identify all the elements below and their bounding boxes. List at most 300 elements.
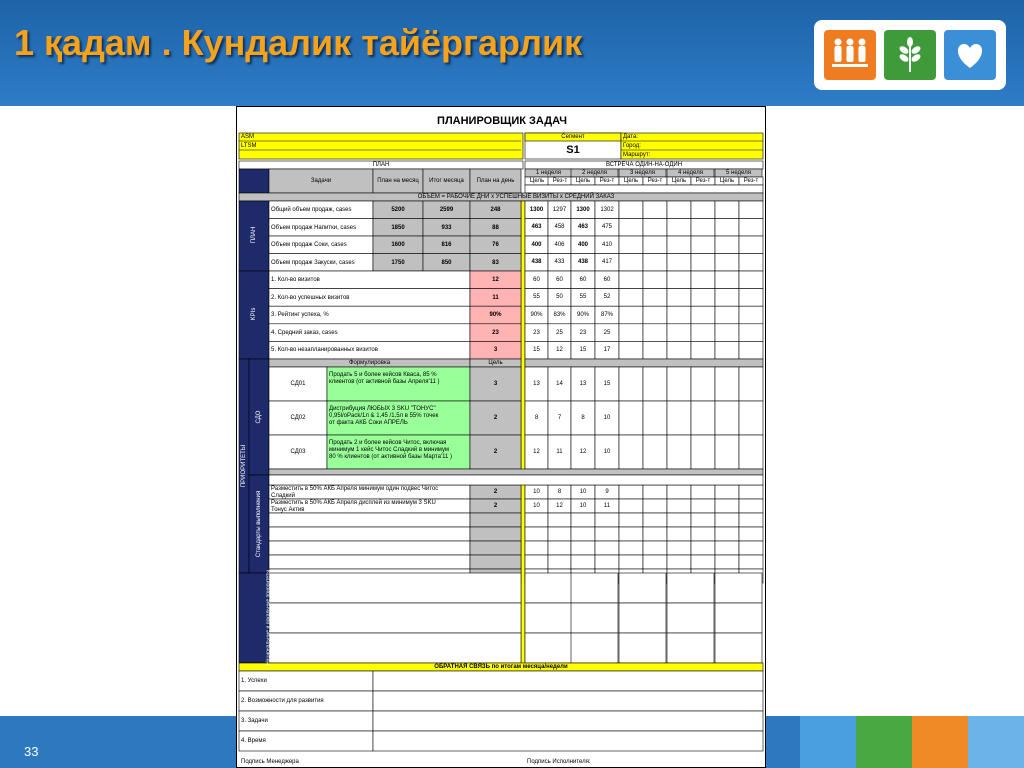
asm-block	[239, 133, 523, 159]
week-cell	[691, 219, 715, 237]
week-cell	[667, 541, 691, 555]
week-cell	[667, 341, 691, 359]
feedback-label: 4. Время	[241, 738, 266, 744]
executor-signature-label: Подпись Исполнителя:	[527, 759, 591, 765]
target-col-header: Цель	[488, 360, 503, 366]
week-cell	[715, 254, 739, 272]
week-cell	[715, 555, 739, 569]
week-cell	[643, 555, 667, 569]
feedback-value-cell	[373, 671, 763, 691]
footer-decoration-green	[856, 716, 912, 768]
volume-spacer	[525, 185, 763, 193]
page-number: 33	[24, 744, 39, 759]
week-cell	[643, 271, 667, 289]
week-cell	[548, 541, 571, 555]
week-cell	[715, 541, 739, 555]
week-cell	[739, 513, 763, 527]
national-week-cell	[525, 603, 572, 633]
heart-icon	[944, 30, 996, 80]
week-cell	[595, 527, 619, 541]
week-value: 55	[533, 294, 540, 301]
week-value: 475	[601, 224, 612, 231]
national-week-cell	[619, 573, 666, 603]
sdo-text: от факта АКБ Соки АПРЕЛЬ	[329, 420, 408, 426]
week-cell	[715, 289, 739, 307]
week-cell	[739, 236, 763, 254]
plan-day-value: 88	[492, 224, 499, 231]
week-value: 8	[534, 415, 539, 421]
week-value: 10	[533, 503, 540, 509]
week-cell	[739, 485, 763, 499]
week-header: 4 неделя	[678, 170, 703, 176]
week-cell	[643, 236, 667, 254]
week-value: 8	[581, 415, 585, 421]
week-value: 10	[579, 503, 587, 509]
week-value: 406	[554, 241, 565, 248]
result-month-value: 816	[441, 242, 452, 248]
week-cell	[595, 513, 619, 527]
kpi-label: 3. Рейтинг успеха, %	[271, 312, 329, 319]
result-header: Рез-т	[599, 178, 615, 184]
week-cell	[667, 555, 691, 569]
week-value: 60	[533, 276, 540, 283]
week-cell	[643, 254, 667, 272]
week-cell	[715, 485, 739, 499]
sheet-title: ПЛАНИРОВЩИК ЗАДАЧ	[437, 115, 567, 127]
sdo-code: СД01	[290, 381, 306, 387]
week-cell	[667, 219, 691, 237]
formulation-header: Формулировка	[348, 360, 391, 366]
week-cell	[595, 555, 619, 569]
week-value: 60	[579, 276, 587, 283]
week-cell	[667, 324, 691, 342]
week-value: 15	[533, 347, 540, 354]
week-cell	[739, 254, 763, 272]
week-cell	[667, 527, 691, 541]
week-cell	[548, 513, 571, 527]
result-month-value: 850	[441, 259, 452, 266]
kpi-day-value: 11	[492, 294, 499, 301]
week-value: 11	[556, 449, 563, 455]
week-cell	[739, 555, 763, 569]
week-value: 10	[579, 489, 587, 495]
task-label: Объем продаж Закуски, cases	[271, 259, 355, 266]
week-value: 400	[577, 241, 588, 248]
feedback-header: ОБРАТНАЯ СВЯЗЬ по итогам месяца/недели	[434, 664, 568, 670]
week-cell	[595, 541, 619, 555]
standard-day-value: 2	[493, 503, 498, 509]
standard-text: Разместить в 50% АКБ Апреля минимум один подвес Читос	[271, 486, 439, 492]
week-cell	[619, 306, 643, 324]
priorities-section-label: ПРИОРИТЕТЫ	[241, 444, 247, 488]
result-header: Рез-т	[695, 178, 711, 184]
week-value: 90%	[576, 312, 589, 318]
week-cell	[691, 401, 715, 435]
week-cell	[643, 499, 667, 513]
week-cell	[715, 306, 739, 324]
kpi-day-value: 23	[492, 329, 499, 336]
week-value: 23	[533, 329, 540, 336]
week-cell	[739, 324, 763, 342]
result-header: Рез-т	[743, 178, 759, 184]
standard-task-cell	[269, 513, 470, 527]
yellow-divider	[521, 201, 525, 671]
week-cell	[691, 201, 715, 219]
week-cell	[643, 367, 667, 401]
week-value: 25	[603, 329, 611, 336]
week-cell	[691, 435, 715, 469]
sdo-text: 0,95l/oPack/1л & 1,45 /1,5л в 55% точек	[329, 413, 439, 419]
week-cell	[739, 367, 763, 401]
feedback-label: 1. Успехи	[241, 678, 267, 684]
week-cell	[619, 219, 643, 237]
week-cell	[739, 541, 763, 555]
week-value: 52	[603, 294, 611, 301]
result-header: Рез-т	[552, 178, 568, 184]
plan-month-value: 5200	[391, 207, 405, 213]
week-cell	[715, 271, 739, 289]
week-value: 13	[579, 381, 587, 387]
task-label: Общий объем продаж, cases	[271, 207, 352, 213]
sdo-text: Продать 5 и более кейсов Кваса, 85 %	[329, 372, 437, 378]
sdo-text: клиентов (от активной базы Апреля'11 )	[329, 379, 440, 385]
segment-label: Сегмент	[561, 134, 585, 140]
week-cell	[667, 306, 691, 324]
week-cell	[667, 367, 691, 401]
plan-header: ПЛАН	[372, 162, 390, 168]
week-value: 13	[533, 381, 540, 387]
sdo-text: минимум 1 кейс Читос Сладкий в минимум	[329, 447, 450, 453]
week-cell	[525, 513, 548, 527]
week-cell	[667, 271, 691, 289]
date-label: Дата:	[623, 134, 638, 140]
feedback-value-cell	[373, 731, 763, 751]
week-cell	[739, 341, 763, 359]
week-value: 17	[603, 347, 611, 354]
week-cell	[715, 219, 739, 237]
week-cell	[667, 236, 691, 254]
week-value: 55	[579, 294, 587, 301]
week-value: 10	[603, 415, 611, 421]
plan-month-header: План на месяц	[377, 178, 419, 184]
national-section-label: Национальные и локальные приоритеты	[265, 570, 272, 665]
target-header: Цель	[529, 178, 545, 184]
national-section-bar	[239, 573, 269, 663]
week-cell	[619, 527, 643, 541]
week-header: 2 неделя	[582, 170, 607, 176]
week-cell	[619, 341, 643, 359]
national-week-cell	[571, 603, 618, 633]
week-cell	[525, 555, 548, 569]
week-cell	[643, 201, 667, 219]
week-value: 12	[579, 449, 587, 455]
week-cell	[619, 541, 643, 555]
sdo-day-value: 2	[493, 415, 498, 421]
week-value: 83%	[553, 312, 566, 318]
week-header: 5 неделя	[726, 170, 751, 176]
logo-panel	[814, 20, 1006, 90]
week-cell	[667, 201, 691, 219]
week-value: 410	[601, 241, 612, 248]
week-value: 463	[531, 224, 542, 231]
week-cell	[667, 499, 691, 513]
kpi-label: 4. Средний заказ, cases	[271, 329, 338, 336]
week-cell	[691, 367, 715, 401]
week-cell	[715, 201, 739, 219]
task-planner-sheet	[236, 106, 766, 768]
week-value: 438	[577, 259, 588, 266]
sdo-section-label: СДО	[256, 410, 262, 424]
national-task-cell	[269, 573, 521, 603]
plan-month-value: 1850	[391, 224, 405, 231]
week-cell	[525, 527, 548, 541]
national-week-cell	[715, 603, 762, 633]
standard-text: Сладкий	[271, 492, 295, 499]
city-label: Город:	[623, 143, 641, 149]
plan-month-value: 1600	[391, 242, 405, 248]
ltsm-label: LTSM	[241, 143, 257, 149]
sdo-code: СД02	[290, 415, 306, 421]
week-value: 438	[531, 259, 542, 266]
week-value: 90%	[530, 312, 543, 318]
task-label: Объем продаж Напитки, cases	[271, 224, 357, 231]
week-cell	[643, 435, 667, 469]
national-week-cell	[715, 573, 762, 603]
week-cell	[643, 513, 667, 527]
week-value: 1297	[552, 206, 567, 213]
week-value: 1302	[600, 206, 614, 213]
week-cell	[619, 485, 643, 499]
standard-day-cell	[470, 541, 521, 555]
target-header: Цель	[719, 178, 735, 184]
week-cell	[739, 527, 763, 541]
week-cell	[691, 254, 715, 272]
plan-section-label: ПЛАН	[251, 226, 257, 244]
week-cell	[691, 324, 715, 342]
week-cell	[715, 324, 739, 342]
week-value: 60	[603, 276, 611, 283]
week-value: 433	[554, 259, 565, 266]
national-task-cell	[269, 633, 521, 663]
week-value: 1300	[529, 206, 544, 213]
week-cell	[667, 401, 691, 435]
week-cell	[739, 306, 763, 324]
week-value: 463	[577, 224, 588, 231]
standard-text: Тонус Актив	[271, 506, 305, 513]
week-cell	[525, 541, 548, 555]
week-value: 14	[556, 381, 563, 387]
week-cell	[739, 499, 763, 513]
week-cell	[739, 219, 763, 237]
plan-day-value: 76	[492, 242, 499, 248]
week-cell	[619, 401, 643, 435]
week-cell	[619, 435, 643, 469]
kpi-day-value: 12	[492, 277, 499, 283]
national-week-cell	[571, 633, 618, 663]
week-value: 10	[603, 449, 611, 455]
week-cell	[571, 541, 595, 555]
week-cell	[691, 236, 715, 254]
week-cell	[548, 527, 571, 541]
week-value: 25	[556, 329, 563, 336]
week-cell	[667, 513, 691, 527]
feedback-label: 2. Возможности для развития	[241, 698, 324, 704]
week-cell	[643, 401, 667, 435]
national-week-cell	[667, 573, 714, 603]
standard-day-cell	[470, 513, 521, 527]
national-week-cell	[619, 633, 666, 663]
family-icon	[824, 30, 876, 80]
week-cell	[643, 541, 667, 555]
week-cell	[667, 485, 691, 499]
week-cell	[619, 499, 643, 513]
plan-month-value: 1750	[391, 259, 405, 266]
plan-day-header: План на день	[476, 178, 515, 184]
sdo-day-value: 3	[493, 381, 498, 387]
standard-day-cell	[470, 527, 521, 541]
week-cell	[619, 324, 643, 342]
feedback-label: 3. Задачи	[241, 718, 268, 724]
week-value: 417	[601, 259, 612, 266]
week-value: 15	[579, 347, 587, 354]
week-value: 8	[557, 489, 562, 495]
footer-decoration-lightblue	[968, 716, 1024, 768]
week-cell	[667, 435, 691, 469]
week-cell	[691, 306, 715, 324]
week-value: 11	[603, 503, 611, 509]
week-cell	[643, 306, 667, 324]
week-cell	[691, 541, 715, 555]
week-cell	[667, 254, 691, 272]
week-cell	[667, 289, 691, 307]
slide-header	[0, 0, 1024, 106]
week-value: 12	[533, 449, 540, 455]
week-cell	[715, 341, 739, 359]
target-header: Цель	[575, 178, 591, 184]
week-value: 12	[556, 347, 563, 354]
national-week-cell	[619, 603, 666, 633]
week-cell	[739, 289, 763, 307]
week-header: 3 неделя	[630, 170, 655, 176]
result-month-value: 2599	[439, 207, 454, 213]
feedback-value-cell	[373, 691, 763, 711]
kpi-section-label: KPIs	[251, 307, 257, 321]
sdo-bottom-band	[269, 469, 763, 475]
segment-value: S1	[566, 144, 580, 156]
result-month-header: Итог месяца	[429, 178, 464, 184]
week-cell	[715, 401, 739, 435]
week-cell	[739, 201, 763, 219]
week-cell	[643, 341, 667, 359]
route-label: Маршрут:	[623, 152, 651, 158]
kpi-label: 2. Кол-во успешных визитов	[271, 294, 350, 301]
week-cell	[691, 513, 715, 527]
national-week-cell	[667, 603, 714, 633]
week-cell	[691, 341, 715, 359]
week-value: 12	[556, 503, 563, 509]
week-cell	[619, 201, 643, 219]
week-cell	[715, 513, 739, 527]
sdo-header-spacer	[525, 359, 763, 367]
week-cell	[619, 254, 643, 272]
manager-signature-label: Подпись Менеджера	[241, 759, 299, 765]
week-cell	[619, 271, 643, 289]
wheat-icon	[884, 30, 936, 80]
result-header: Рез-т	[647, 178, 663, 184]
week-value: 15	[603, 381, 611, 387]
week-value: 9	[605, 489, 609, 495]
week-value: 23	[579, 329, 587, 336]
footer-decoration-orange	[912, 716, 968, 768]
kpi-label: 5. Кол-во незапланированных визитов	[271, 347, 378, 354]
week-cell	[691, 485, 715, 499]
week-cell	[691, 499, 715, 513]
plan-day-value: 83	[492, 259, 499, 266]
standard-day-cell	[470, 555, 521, 569]
week-cell	[739, 435, 763, 469]
week-cell	[691, 555, 715, 569]
week-header: 1 неделя	[536, 170, 561, 176]
volume-header: ОБЪЕМ = РАБОЧИЕ ДНИ x УСПЕШНЫЕ ВИЗИТЫ x СРЕДНИЙ ЗАКАЗ	[417, 194, 615, 200]
week-value: 458	[554, 224, 565, 231]
tasks-header: Задачи	[310, 178, 332, 184]
week-cell	[643, 219, 667, 237]
national-week-cell	[571, 573, 618, 603]
week-value: 1300	[576, 206, 590, 213]
sdo-text: Дистрибуция ЛЮБЫХ 3 SKU "ТОНУС"	[329, 406, 436, 412]
target-header: Цель	[623, 178, 639, 184]
sdo-text: Продать 2 и более кейсов Читос, включая	[329, 440, 447, 446]
national-week-cell	[715, 633, 762, 663]
week-cell	[691, 271, 715, 289]
week-cell	[739, 271, 763, 289]
week-cell	[715, 236, 739, 254]
week-cell	[619, 513, 643, 527]
sdo-code: СД03	[290, 449, 306, 455]
week-value: 10	[533, 489, 540, 495]
result-month-value: 933	[441, 224, 452, 231]
standard-text: Разместить в 50% АКБ Апреля дисплей из минимум 3 SKU	[271, 500, 436, 506]
week-cell	[571, 555, 595, 569]
week-cell	[643, 527, 667, 541]
week-cell	[715, 499, 739, 513]
week-cell	[715, 527, 739, 541]
week-cell	[643, 485, 667, 499]
standard-task-cell	[269, 541, 470, 555]
week-cell	[619, 367, 643, 401]
asm-label: ASM	[241, 134, 255, 140]
national-week-cell	[667, 633, 714, 663]
week-cell	[715, 367, 739, 401]
week-cell	[571, 527, 595, 541]
week-value: 60	[556, 276, 563, 283]
week-cell	[643, 289, 667, 307]
kpi-day-value: 3	[493, 347, 498, 354]
week-cell	[548, 555, 571, 569]
section-corner	[239, 169, 269, 193]
national-week-cell	[525, 633, 572, 663]
task-label: Объем продаж Соки, cases	[271, 242, 347, 248]
week-value: 7	[557, 415, 562, 421]
standards-top-spacer	[269, 475, 763, 485]
national-task-cell	[269, 603, 521, 633]
week-cell	[619, 236, 643, 254]
standard-task-cell	[269, 527, 470, 541]
plan-day-value: 248	[490, 207, 501, 213]
week-cell	[571, 513, 595, 527]
national-week-cell	[525, 573, 572, 603]
footer-decoration-blue	[800, 716, 856, 768]
